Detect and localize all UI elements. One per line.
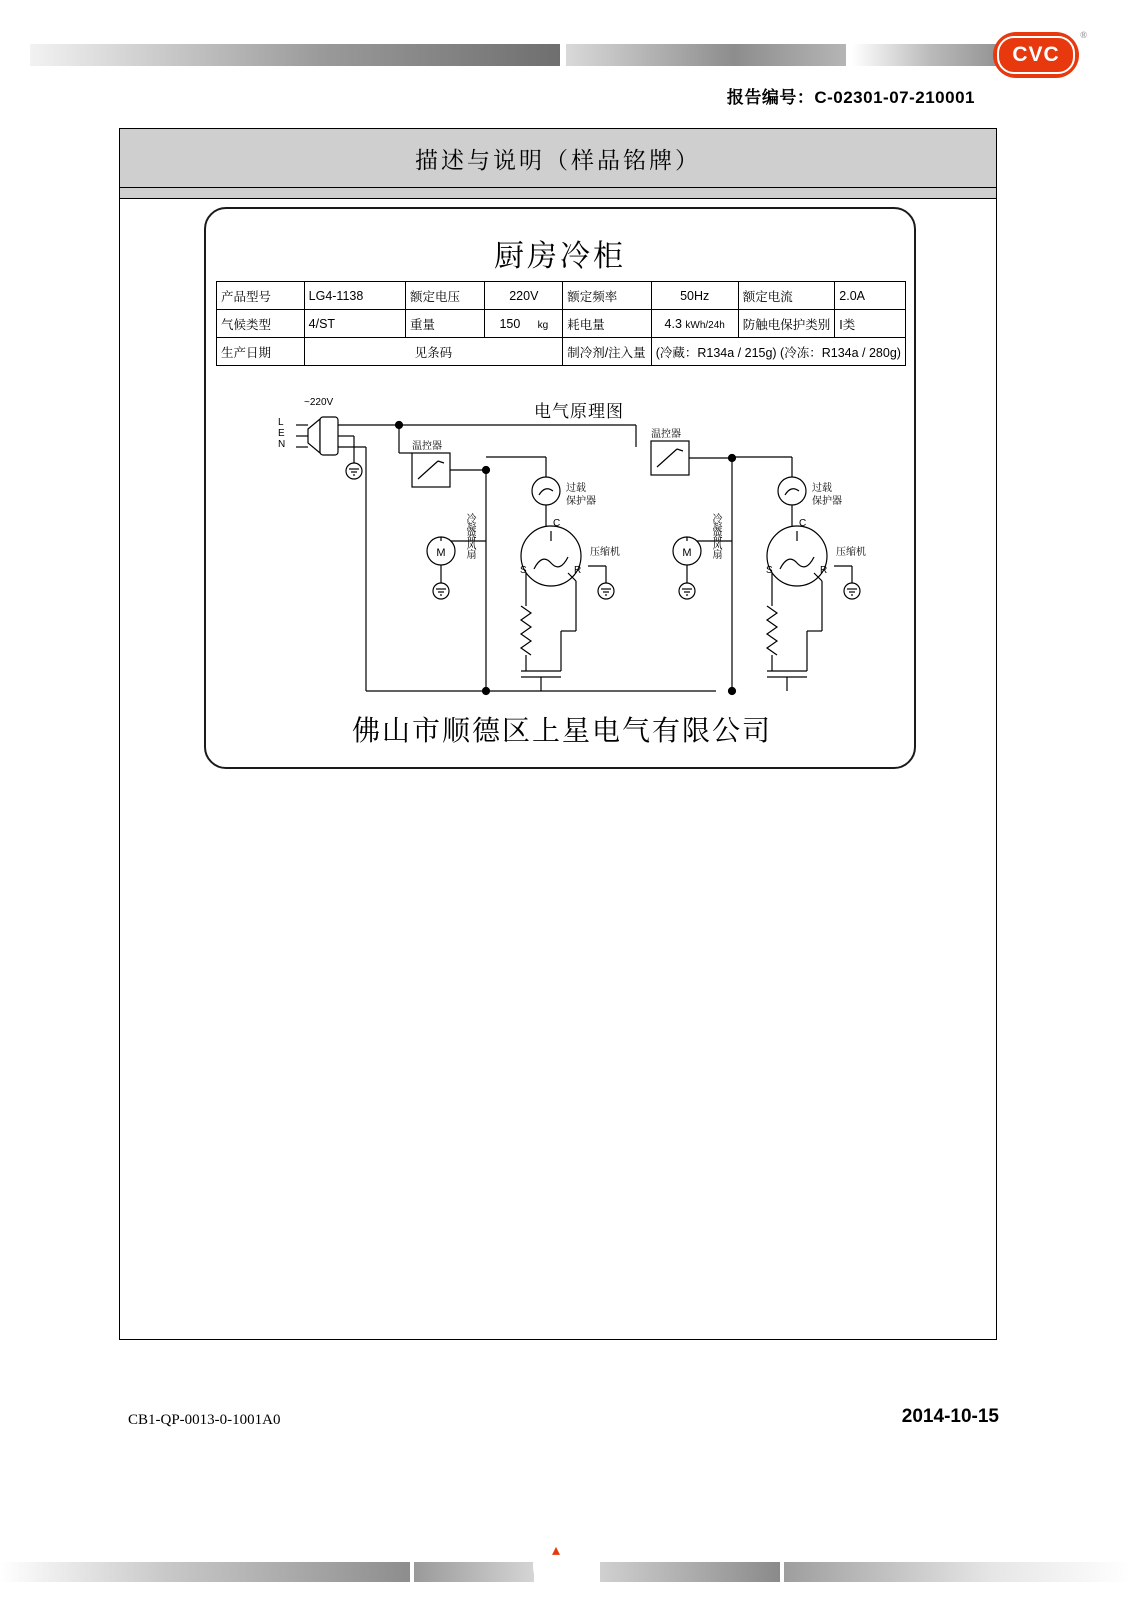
- spec-label-current: 额定电流: [738, 282, 835, 310]
- bottom-band-mark-icon: ▴: [552, 1542, 561, 1559]
- spec-value-voltage: 220V: [485, 282, 563, 310]
- spec-value-refrigerant: (冷藏：R134a / 215g) (冷冻：R134a / 280g): [651, 338, 905, 366]
- thermostat-right-label: 温控器: [651, 429, 681, 440]
- fan-right-label: 冷凝器风扇: [710, 513, 721, 558]
- spec-label-model: 产品型号: [217, 282, 305, 310]
- spec-value-weight: [485, 310, 563, 338]
- bottom-band-segment-1: [0, 1562, 410, 1582]
- overload-right-label-1: 过载: [812, 483, 832, 494]
- band-segment-1: [30, 44, 560, 66]
- energy-unit: kWh/24h: [685, 319, 725, 331]
- spec-label-shock-class: 防触电保护类别: [738, 310, 835, 338]
- band-segment-2: [566, 44, 846, 66]
- terminal-label-N: N: [278, 439, 286, 450]
- svg-text:S: S: [520, 565, 527, 576]
- table-row: [217, 282, 906, 310]
- band-segment-3: [852, 44, 1012, 66]
- svg-text:C: C: [799, 518, 807, 529]
- specification-table: [216, 281, 906, 366]
- document-frame: [119, 128, 997, 1340]
- cvc-logo-text: CVC: [997, 36, 1075, 74]
- spec-value-climate: 4/ST: [304, 310, 405, 338]
- fan-left-label: 冷凝器风扇: [464, 513, 475, 558]
- spec-label-climate: 气候类型: [217, 310, 305, 338]
- compressor-right-label: 压缩机: [836, 547, 866, 558]
- spec-value-energy: [651, 310, 738, 338]
- spec-label-production-date: 生产日期: [217, 338, 305, 366]
- compressor-left-label: 压缩机: [590, 547, 620, 558]
- product-title: 厨房冷柜: [494, 240, 626, 273]
- title-underbar: [120, 188, 996, 199]
- svg-text:C: C: [553, 518, 561, 529]
- weight-value: 150: [499, 316, 521, 331]
- svg-text:R: R: [820, 565, 828, 576]
- cvc-logo: [993, 32, 1079, 78]
- spec-label-energy: 耗电量: [563, 310, 652, 338]
- spec-label-weight: 重量: [406, 310, 485, 338]
- registered-mark: ®: [1080, 30, 1087, 40]
- nameplate-card: [204, 207, 916, 769]
- svg-text:S: S: [766, 565, 773, 576]
- bottom-band-segment-2: [414, 1562, 534, 1582]
- svg-text:R: R: [574, 565, 582, 576]
- weight-unit: kg: [537, 319, 549, 331]
- top-decorative-band: [0, 44, 1131, 66]
- overload-right-label-2: 保护器: [812, 496, 842, 507]
- terminal-label-E: E: [278, 428, 285, 439]
- report-number: 报告编号：C-02301-07-210001: [726, 88, 975, 107]
- table-row: [217, 338, 906, 366]
- spec-value-current: 2.0A: [835, 282, 906, 310]
- terminal-label-L: L: [278, 417, 284, 428]
- bottom-band-segment-4: [784, 1562, 1131, 1582]
- spec-label-refrigerant: 制冷剂/注入量: [563, 338, 652, 366]
- spec-value-production-date: 见条码: [304, 338, 563, 366]
- supply-voltage-label: ~220V: [304, 397, 334, 408]
- spec-value-shock-class: I类: [835, 310, 906, 338]
- bottom-decorative-band: [0, 1526, 1131, 1600]
- svg-text:M: M: [436, 547, 446, 559]
- overload-left-label-1: 过载: [566, 483, 586, 494]
- overload-left-label-2: 保护器: [566, 496, 596, 507]
- spec-label-frequency: 额定频率: [563, 282, 652, 310]
- bottom-band-circle: [533, 1534, 597, 1598]
- svg-text:M: M: [682, 547, 692, 559]
- thermostat-left-label: 温控器: [412, 441, 442, 452]
- spec-value-frequency: 50Hz: [651, 282, 738, 310]
- spec-label-voltage: 额定电压: [406, 282, 485, 310]
- table-row: [217, 310, 906, 338]
- page-title: 描述与说明（样品铭牌）: [120, 129, 996, 188]
- energy-value: 4.3: [664, 316, 682, 331]
- circuit-diagram-title: 电气原理图: [534, 402, 624, 421]
- circuit-schematic-svg: [216, 391, 906, 721]
- spec-value-model: LG4-1138: [304, 282, 405, 310]
- circuit-diagram: [216, 391, 906, 721]
- bottom-band-segment-3: [600, 1562, 780, 1582]
- footer-date: 2014-10-15: [901, 1406, 999, 1427]
- company-name: 佛山市顺德区上星电气有限公司: [351, 716, 772, 747]
- footer-document-code: CB1-QP-0013-0-1001A0: [128, 1412, 281, 1428]
